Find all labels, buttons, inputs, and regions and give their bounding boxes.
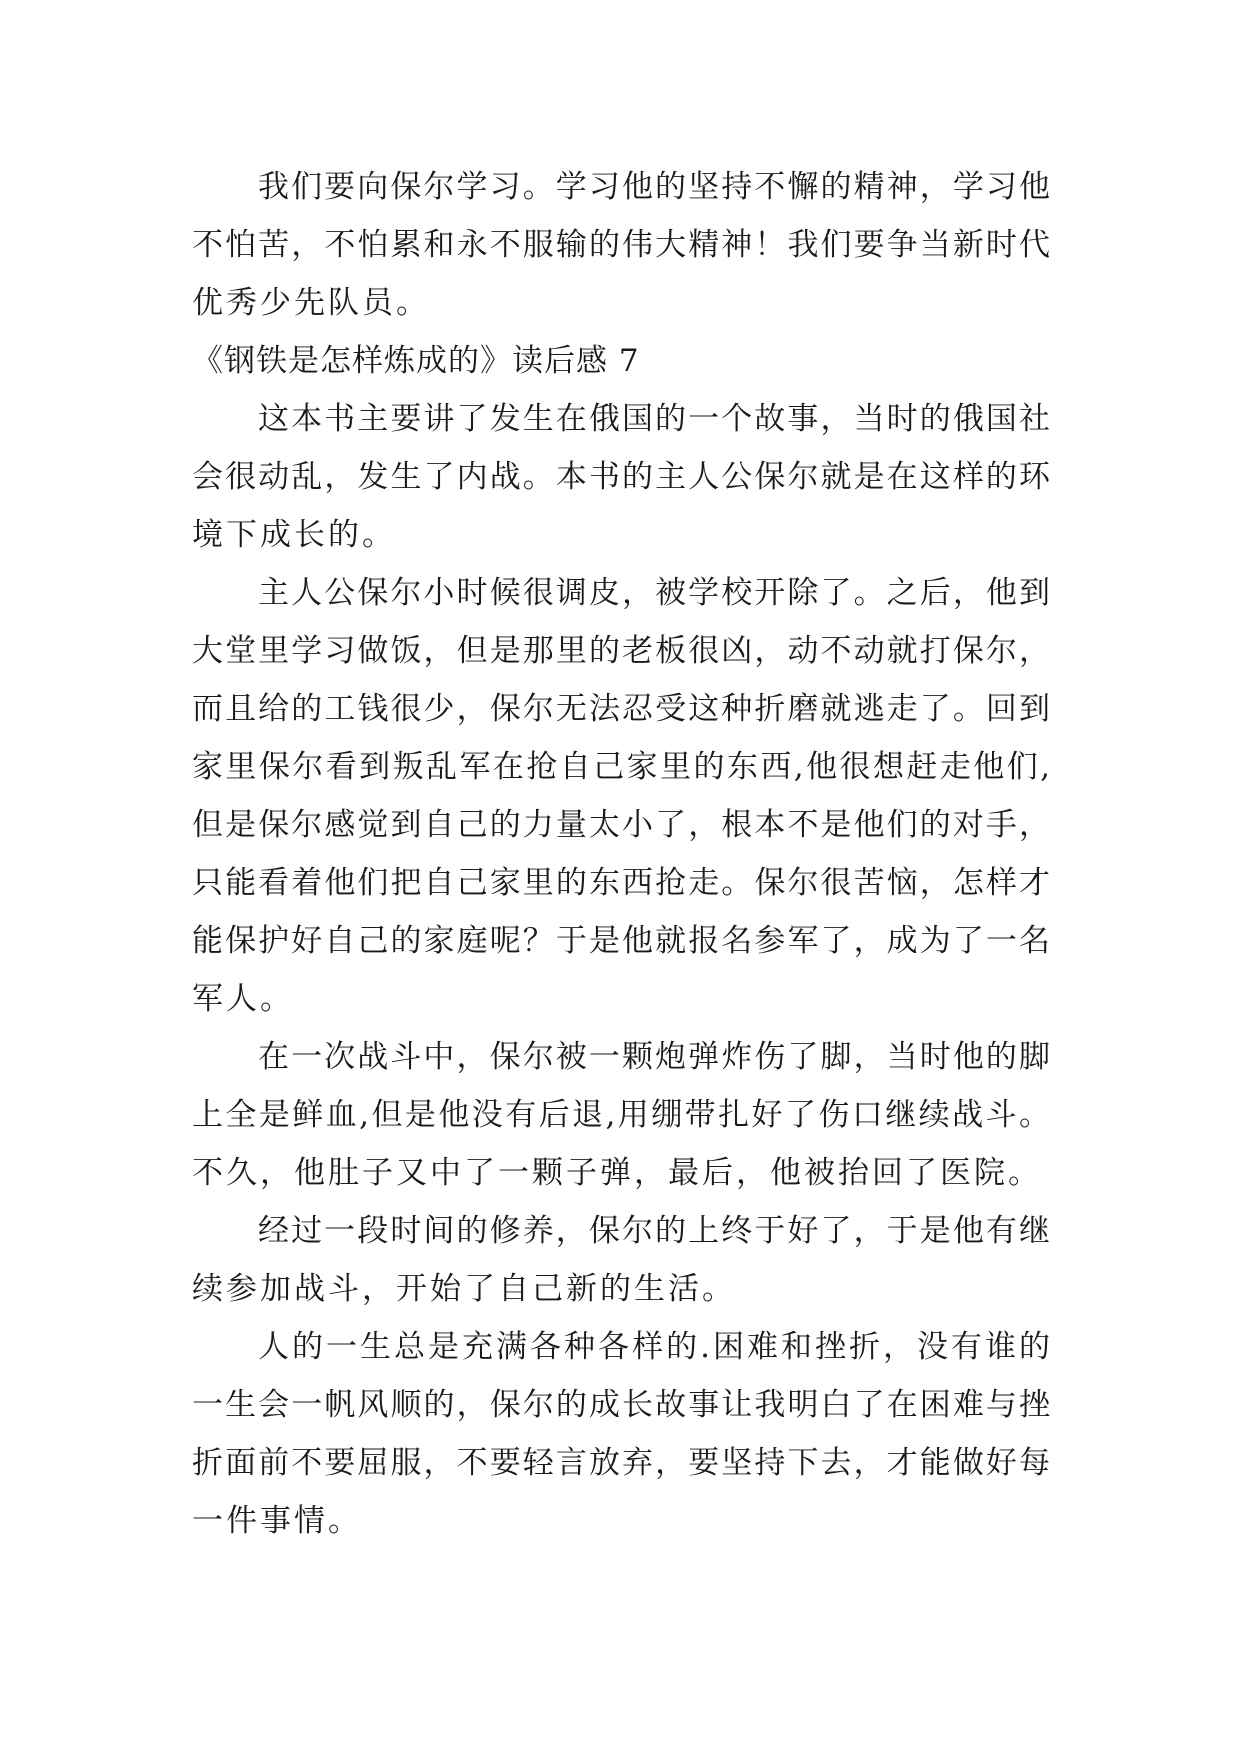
text-line: 这本书主要讲了发生在俄国的一个故事，当时的俄国社 — [258, 401, 1050, 437]
paragraph — [192, 1202, 1050, 1318]
text-line: 境下成长的。 — [192, 517, 396, 553]
text-line: 大堂里学习做饭，但是那里的老板很凶，动不动就打保尔， — [192, 633, 1050, 669]
text-line: 折面前不要屈服，不要轻言放弃，要坚持下去，才能做好每 — [192, 1445, 1050, 1481]
paragraph — [192, 564, 1050, 1028]
text-line: 军人。 — [192, 981, 294, 1017]
text-line: 家里保尔看到叛乱军在抢自己家里的东西,他很想赶走他们, — [192, 749, 1050, 785]
text-line: 能保护好自己的家庭呢？于是他就报名参军了，成为了一名 — [192, 923, 1050, 959]
text-line: 一件事情。 — [192, 1503, 362, 1539]
text-line: 续参加战斗，开始了自己新的生活。 — [192, 1271, 736, 1307]
paragraph — [192, 390, 1050, 564]
text-line: 不怕苦，不怕累和永不服输的伟大精神！我们要争当新时代 — [192, 227, 1050, 263]
text-line: 上全是鲜血,但是他没有后退,用绷带扎好了伤口继续战斗。 — [192, 1097, 1050, 1133]
text-line: 在一次战斗中，保尔被一颗炮弹炸伤了脚，当时他的脚 — [258, 1039, 1050, 1075]
text-line: 经过一段时间的修养，保尔的上终于好了，于是他有继 — [258, 1213, 1050, 1249]
text-line: 但是保尔感觉到自己的力量太小了，根本不是他们的对手， — [192, 807, 1050, 843]
text-line: 我们要向保尔学习。学习他的坚持不懈的精神，学习他 — [258, 169, 1050, 205]
text-line: 主人公保尔小时候很调皮，被学校开除了。之后，他到 — [258, 575, 1050, 611]
text-line: 人的一生总是充满各种各样的.困难和挫折，没有谁的 — [258, 1329, 1050, 1365]
document-body — [192, 158, 1050, 1550]
text-line: 不久，他肚子又中了一颗子弹，最后，他被抬回了医院。 — [192, 1155, 1042, 1191]
text-line: 会很动乱，发生了内战。本书的主人公保尔就是在这样的环 — [192, 459, 1050, 495]
text-line: 而且给的工钱很少，保尔无法忍受这种折磨就逃走了。回到 — [192, 691, 1050, 727]
text-line: 只能看着他们把自己家里的东西抢走。保尔很苦恼，怎样才 — [192, 865, 1050, 901]
paragraph — [192, 1028, 1050, 1202]
section-title — [192, 332, 1050, 390]
text-line: 一生会一帆风顺的，保尔的成长故事让我明白了在困难与挫 — [192, 1387, 1050, 1423]
paragraph — [192, 158, 1050, 332]
text-line: 优秀少先队员。 — [192, 285, 430, 321]
title-line: 《钢铁是怎样炼成的》读后感 7 — [192, 343, 640, 379]
paragraph — [192, 1318, 1050, 1550]
